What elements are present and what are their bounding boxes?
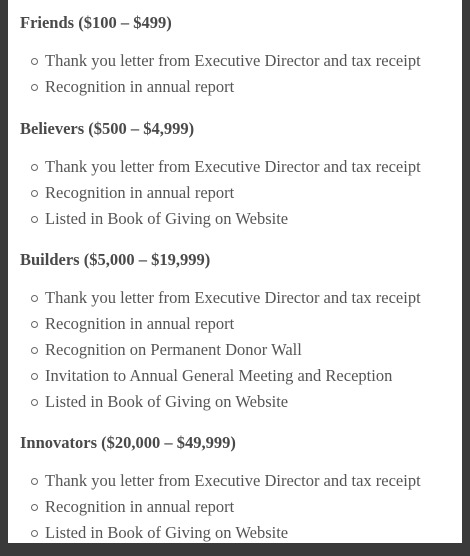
list-item xyxy=(20,389,454,415)
list-item xyxy=(20,48,454,74)
list-item xyxy=(20,468,454,494)
list-item xyxy=(20,180,454,206)
bullet-icon xyxy=(31,530,38,537)
benefit-text: Invitation to Annual General Meeting and Reception xyxy=(45,366,393,385)
bullet-icon xyxy=(31,58,38,65)
tier-heading: Builders ($5,000 – $19,999) xyxy=(20,250,211,269)
list-item xyxy=(20,206,454,232)
list-item xyxy=(20,337,454,363)
benefit-text: Thank you letter from Executive Director and tax receipt xyxy=(45,288,421,307)
list-item xyxy=(20,285,454,311)
benefit-text: Recognition in annual report xyxy=(45,497,235,516)
benefit-text: Recognition in annual report xyxy=(45,314,235,333)
bullet-icon xyxy=(31,347,38,354)
bullet-icon xyxy=(31,373,38,380)
bullet-icon xyxy=(31,478,38,485)
benefit-text: Thank you letter from Executive Director and tax receipt xyxy=(45,51,421,70)
tier-heading: Innovators ($20,000 – $49,999) xyxy=(20,433,236,452)
bullet-icon xyxy=(31,84,38,91)
benefit-list xyxy=(20,468,454,543)
tier-heading: Believers ($500 – $4,999) xyxy=(20,119,195,138)
benefit-text: Thank you letter from Executive Director and tax receipt xyxy=(45,157,421,176)
tier-friends xyxy=(20,12,454,100)
document-page xyxy=(8,0,462,543)
bullet-icon xyxy=(31,295,38,302)
list-item xyxy=(20,520,454,543)
list-item xyxy=(20,494,454,520)
benefit-text: Recognition in annual report xyxy=(45,183,235,202)
benefit-text: Listed in Book of Giving on Website xyxy=(45,392,289,411)
tier-heading: Friends ($100 – $499) xyxy=(20,13,172,32)
bullet-icon xyxy=(31,504,38,511)
bullet-icon xyxy=(31,164,38,171)
list-item xyxy=(20,154,454,180)
bullet-icon xyxy=(31,399,38,406)
bullet-icon xyxy=(31,321,38,328)
tier-builders xyxy=(20,249,454,415)
bullet-icon xyxy=(31,190,38,197)
list-item xyxy=(20,311,454,337)
bullet-icon xyxy=(31,216,38,223)
list-item xyxy=(20,363,454,389)
benefit-text: Listed in Book of Giving on Website xyxy=(45,209,289,228)
benefit-list xyxy=(20,154,454,232)
benefit-list xyxy=(20,48,454,100)
benefit-list xyxy=(20,285,454,415)
benefit-text: Thank you letter from Executive Director and tax receipt xyxy=(45,471,421,490)
tier-believers xyxy=(20,118,454,232)
tier-innovators xyxy=(20,432,454,543)
benefit-text: Listed in Book of Giving on Website xyxy=(45,523,289,542)
benefit-text: Recognition in annual report xyxy=(45,77,235,96)
list-item xyxy=(20,74,454,100)
benefit-text: Recognition on Permanent Donor Wall xyxy=(45,340,302,359)
